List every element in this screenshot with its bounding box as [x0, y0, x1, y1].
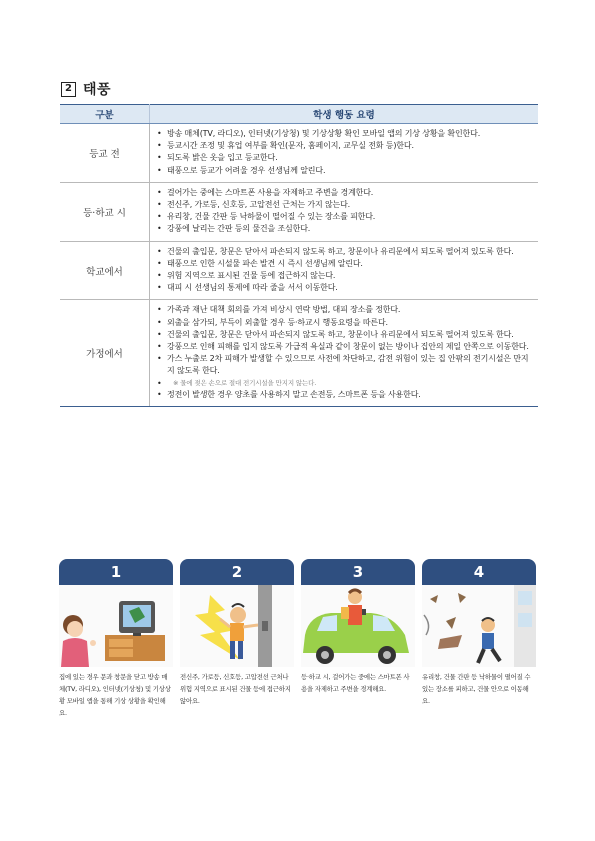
list-item: • 걸어가는 중에는 스마트폰 사용을 자제하고 주변을 경계한다. — [156, 187, 534, 199]
list-item: • 전신주, 가로등, 신호등, 고압전선 근처는 가지 않는다. — [156, 199, 534, 211]
list-item: • 방송 매체(TV, 라디오), 인터넷(기상청) 및 기상상황 확인 모바일 앱의 기상 상황을 확인한다. — [156, 128, 534, 140]
table-row — [60, 300, 538, 406]
row-category: 학교에서 — [60, 241, 150, 300]
list-item: • 유리창, 건물 간판 등 낙하물이 떨어질 수 있는 장소를 피한다. — [156, 211, 534, 223]
card-2 — [180, 559, 294, 707]
electric-pole-illustration — [180, 585, 294, 667]
list-item: • 건물의 출입문, 창문은 닫아서 파손되지 않도록 하고, 창문이나 유리문에서 되도록 떨어져 있도록 한다. — [156, 246, 534, 258]
car-street-illustration — [301, 585, 415, 667]
table-row — [60, 182, 538, 241]
row-items — [150, 124, 539, 183]
card-caption: 등·하교 시, 걸어가는 중에는 스마트폰 사용을 자제하고 주변을 경계해요. — [301, 673, 410, 693]
section-title: 태풍 — [83, 82, 112, 98]
card-number: 4 — [422, 559, 536, 585]
safety-note: • ※ 물에 젖은 손으로 절대 전기시설을 만지지 않는다. — [173, 378, 317, 387]
note-item — [156, 378, 534, 389]
header-actions: 학생 행동 요령 — [150, 105, 539, 124]
row-items — [150, 241, 539, 300]
table-row — [60, 124, 538, 183]
list-item: • 등교시간 조정 및 휴업 여부를 확인(문자, 홈페이지, 교무실 전화 등)한다. — [156, 140, 534, 152]
list-item: • 위험 지역으로 표시된 건물 등에 접근하지 않는다. — [156, 270, 534, 282]
card-1 — [59, 559, 173, 719]
table-row — [60, 241, 538, 300]
card-caption: 집에 있는 경우 문과 창문을 닫고 방송 매체(TV, 라디오), 인터넷(기상청) 및 기상상황 모바일 앱을 통해 기상 상황을 확인해요. — [59, 673, 171, 717]
table-header-row — [60, 105, 538, 124]
card-caption: 유리창, 건물 간판 등 낙하물이 떨어질 수 있는 장소를 피하고, 건물 안으로 이동해요. — [422, 673, 531, 705]
list-item: • 태풍으로 인한 시설물 파손 발견 시 즉시 선생님께 알린다. — [156, 258, 534, 270]
card-4 — [422, 559, 536, 707]
list-item: • 강풍으로 인해 피해를 입지 않도록 가급적 욕실과 같이 창문이 없는 방이나 집안의 제일 안쪽으로 이동한다. — [156, 341, 534, 353]
list-item: • 가족과 재난 대책 회의를 가져 비상시 연락 방법, 대피 장소를 정한다. — [156, 304, 534, 316]
list-item: • 강풍에 날리는 간판 등의 물건을 조심한다. — [156, 223, 534, 235]
list-item: • 가스 누출로 2차 피해가 발생할 수 있으므로 사전에 차단하고, 감전 위험이 있는 집 안팎의 전기시설은 만지지 않도록 한다. — [156, 353, 534, 377]
header-category: 구분 — [60, 105, 150, 124]
row-items — [150, 182, 539, 241]
card-number: 1 — [59, 559, 173, 585]
row-items — [150, 300, 539, 406]
card-3 — [301, 559, 415, 695]
list-item: • 되도록 밝은 옷을 입고 등교한다. — [156, 152, 534, 164]
row-category: 등교 전 — [60, 124, 150, 183]
list-item: • 태풍으로 등교가 어려울 경우 선생님께 알린다. — [156, 165, 534, 177]
guideline-table — [60, 104, 538, 407]
list-item: • 외출을 삼가되, 부득이 외출할 경우 등·하교시 행동요령을 따른다. — [156, 317, 534, 329]
section-number: 2 — [61, 82, 76, 97]
card-number: 2 — [180, 559, 294, 585]
row-category: 가정에서 — [60, 300, 150, 406]
list-item: • 정전이 발생한 경우 양초를 사용하지 말고 손전등, 스마트폰 등을 사용한다. — [156, 389, 534, 401]
card-number: 3 — [301, 559, 415, 585]
tv-weather-illustration — [59, 585, 173, 667]
falling-objects-illustration — [422, 585, 536, 667]
row-category: 등·하교 시 — [60, 182, 150, 241]
list-item: • 대피 시 선생님의 통제에 따라 줄을 서서 이동한다. — [156, 282, 534, 294]
illustration-cards — [59, 559, 539, 734]
card-caption: 전신주, 가로등, 신호등, 고압전선 근처나 위험 지역으로 표시된 건물 등에 접근하지 않아요. — [180, 673, 291, 705]
list-item: • 건물의 출입문, 창문은 닫아서 파손되지 않도록 하고, 창문이나 유리문에서 되도록 떨어져 있도록 한다. — [156, 329, 534, 341]
section-heading — [61, 79, 111, 99]
